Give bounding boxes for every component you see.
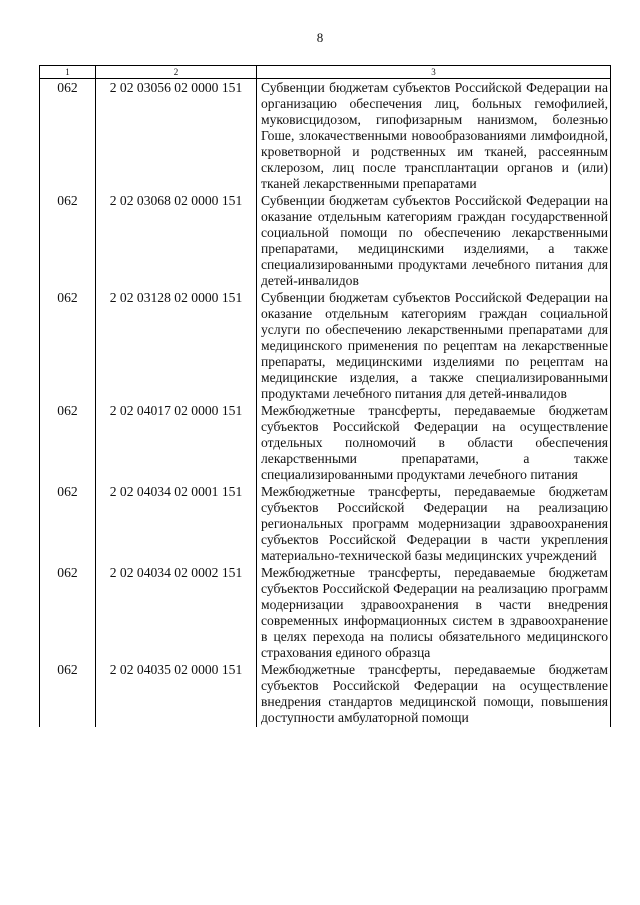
admin-code-cell: 062 (40, 402, 96, 483)
income-name-cell: Межбюджетные трансферты, передаваемые бюджетам субъектов Российской Федерации на реализацию региональных программ модернизации здравоохранения субъектов Российской Федерации в части укрепления материально-технической базы медицинских учреждений (257, 483, 611, 564)
admin-code-cell: 062 (40, 564, 96, 661)
income-name-cell: Субвенции бюджетам субъектов Российской Федерации на организацию обеспечения лиц, больных гемофилией, муковисцидозом, гипофизарным нанизмом, болезнью Гоше, злокачественными новообразованиями лимфоидной, кроветворной и родственных им тканей, рассеянным склерозом, лиц после трансплантации органов и (или) тканей лекарственными препаратами (257, 79, 611, 193)
budget-code-cell: 2 02 04017 02 0000 151 (96, 402, 257, 483)
table-header (40, 66, 611, 79)
admin-code-cell: 062 (40, 192, 96, 289)
income-name-cell: Межбюджетные трансферты, передаваемые бюджетам субъектов Российской Федерации на осуществление внедрения стандартов медицинской помощи, повышения доступности амбулаторной помощи (257, 661, 611, 727)
page-number: 8 (316, 30, 324, 45)
table-body (40, 79, 611, 727)
budget-code-cell: 2 02 03056 02 0000 151 (96, 79, 257, 193)
budget-code-cell: 2 02 03128 02 0000 151 (96, 289, 257, 402)
income-name-cell: Межбюджетные трансферты, передаваемые бюджетам субъектов Российской Федерации на осуществление отдельных полномочий в области обеспечения лекарственными препаратами, а также специализированными продуктами лечебного питания (257, 402, 611, 483)
table-row (40, 192, 611, 289)
table-row (40, 289, 611, 402)
table-row (40, 79, 611, 193)
admin-code-cell: 062 (40, 661, 96, 727)
admin-code-cell: 062 (40, 289, 96, 402)
budget-code-cell: 2 02 04035 02 0000 151 (96, 661, 257, 727)
income-name-cell: Субвенции бюджетам субъектов Российской Федерации на оказание отдельным категориям граждан социальной услуги по обеспечению лекарственными препаратами для медицинского применения по рецептам на лекарственные препараты, медицинскими изделиями по рецептам на медицинские изделия, а также специализированными продуктами лечебного питания для детей-инвалидов (257, 289, 611, 402)
admin-code-cell: 062 (40, 79, 96, 193)
table-row (40, 564, 611, 661)
table-row (40, 661, 611, 727)
table-header-row (40, 66, 611, 79)
budget-code-cell: 2 02 04034 02 0002 151 (96, 564, 257, 661)
column-number-3: 3 (257, 66, 611, 79)
budget-code-cell: 2 02 04034 02 0001 151 (96, 483, 257, 564)
table-row (40, 483, 611, 564)
income-name-cell: Межбюджетные трансферты, передаваемые бюджетам субъектов Российской Федерации на реализацию программ модернизации здравоохранения в части внедрения современных информационных систем в здравоохранение в целях перехода на полисы обязательного медицинского страхования единого образца (257, 564, 611, 661)
income-name-cell: Субвенции бюджетам субъектов Российской Федерации на оказание отдельным категориям граждан государственной социальной помощи по обеспечению лекарственными препаратами, медицинскими изделиями, а также специализированными продуктами лечебного питания для детей-инвалидов (257, 192, 611, 289)
budget-code-table (39, 65, 611, 727)
budget-code-cell: 2 02 03068 02 0000 151 (96, 192, 257, 289)
table-row (40, 402, 611, 483)
admin-code-cell: 062 (40, 483, 96, 564)
column-number-2: 2 (96, 66, 257, 79)
column-number-1: 1 (40, 66, 96, 79)
